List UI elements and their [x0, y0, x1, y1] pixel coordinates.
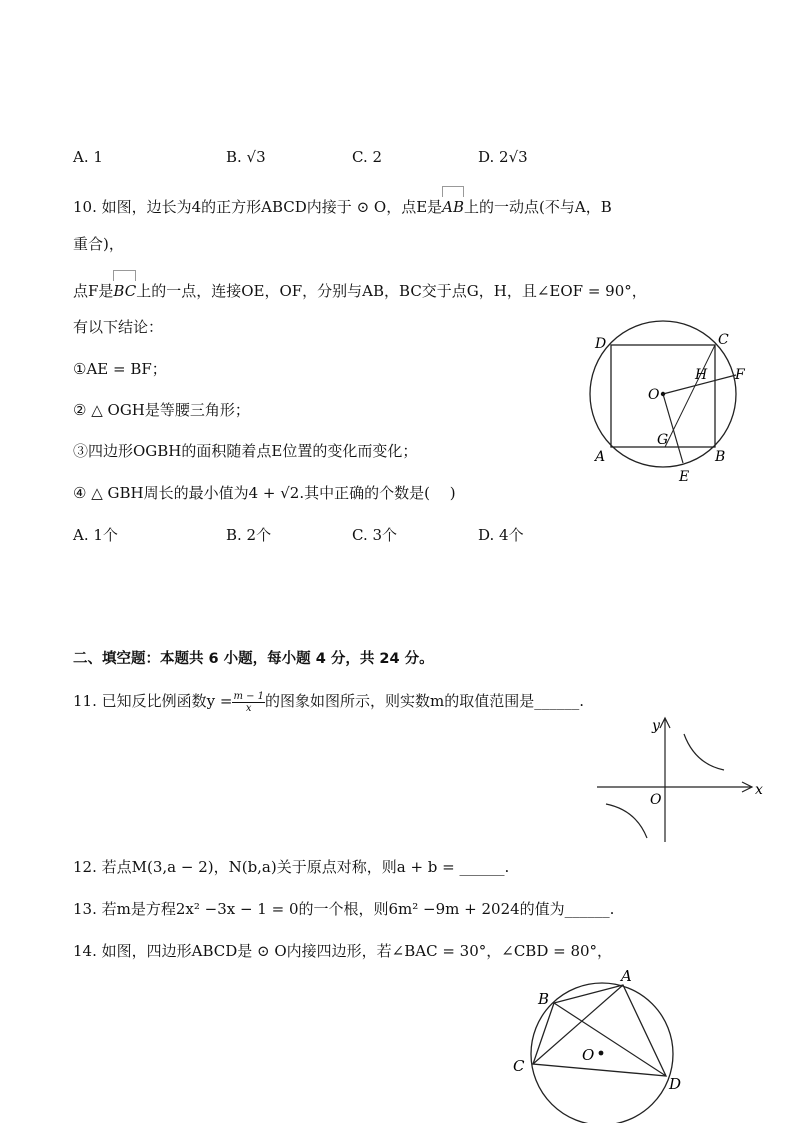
q10-label-o: O — [648, 387, 660, 403]
q9-option-a: A. 1 — [73, 148, 103, 166]
q13-line: 13. 若m是方程2x² −3x − 1 = 0的一个根，则6m² −9m + 2024的值为______. — [73, 900, 615, 918]
q10-label-h: H — [695, 367, 708, 383]
q10-center-dot — [661, 392, 665, 396]
q10-conclusion-2: ② △ OGH是等腰三角形； — [73, 401, 250, 419]
q10-line3 — [73, 274, 647, 302]
q10-option-a: A. 1个 — [73, 526, 118, 544]
q11-fraction: $\frac{m - 1}{x}$ — [233, 690, 265, 714]
q10-conclusion-4: ④ △ GBH周长的最小值为4 + √2.其中正确的个数是( ) — [73, 484, 456, 502]
q10-line1 — [73, 190, 612, 218]
q11-branch-1 — [684, 734, 724, 770]
arc-ab: AB — [442, 190, 464, 218]
q11-text-end: 的图象如图所示，则实数m的取值范围是______. — [265, 692, 585, 710]
q10-conclusion-1: ①AE = BF； — [73, 360, 167, 378]
q9-option-d: D. 2√3 — [478, 148, 528, 166]
q10-option-b: B. 2个 — [226, 526, 272, 544]
q10-conclusion-3: ③四边形OGBH的面积随着点E位置的变化而变化； — [73, 442, 418, 460]
q10-line3-text: 点F是 — [73, 282, 114, 300]
q10-segment-oe — [663, 394, 683, 463]
q10-label-b: B — [715, 449, 726, 465]
q14-line: 14. 如图，四边形ABCD是 ⊙ O内接四边形，若∠BAC = 30°，∠CBD = 80°， — [73, 942, 613, 960]
q11-label-x: x — [755, 782, 763, 798]
q14-label-a: A — [621, 967, 632, 985]
q10-label-c: C — [718, 332, 729, 348]
q14-label-b: B — [538, 990, 550, 1008]
q10-label-a: A — [595, 449, 606, 465]
q12-line: 12. 若点M(3,a − 2)，N(b,a)关于原点对称，则a + b = ______. — [73, 858, 510, 876]
section2-heading: 二、填空题：本题共 6 小题，每小题 4 分，共 24 分。 — [73, 651, 434, 667]
q10-option-d: D. 4个 — [478, 526, 524, 544]
q10-line1-end: 上的一动点(不与A，B — [464, 198, 612, 216]
q9-option-c: C. 2 — [352, 148, 383, 166]
q14-label-o: O — [582, 1046, 595, 1064]
q14-label-d: D — [669, 1075, 682, 1093]
q10-line3-end: 上的一点，连接OE，OF，分别与AB，BC交于点G，H，且∠EOF = 90°， — [136, 282, 647, 300]
q10-label-d: D — [595, 336, 607, 352]
q10-figure — [585, 318, 755, 488]
arc-bc: BC — [113, 274, 136, 302]
q11-branch-3 — [606, 804, 647, 838]
q11-text-start: 11. 已知反比例函数y = — [73, 692, 233, 710]
q10-line4: 有以下结论： — [73, 318, 164, 336]
q10-option-c: C. 3个 — [352, 526, 398, 544]
q11-label-o: O — [650, 792, 662, 808]
q11-line — [73, 690, 584, 714]
q10-label-g: G — [657, 432, 669, 448]
q10-label-f: F — [735, 367, 745, 383]
q10-label-e: E — [679, 469, 690, 485]
q10-segment-gh — [665, 345, 715, 447]
q14-figure — [505, 962, 705, 1123]
q11-label-y: y — [652, 718, 660, 734]
q11-figure — [592, 712, 772, 847]
q9-option-b: B. √3 — [226, 148, 266, 166]
q14-label-c: C — [513, 1057, 525, 1075]
q10-line2: 重合)， — [73, 235, 124, 253]
q14-center-dot — [599, 1051, 604, 1056]
q10-line1-text: 10. 如图，边长为4的正方形ABCD内接于 ⊙ O，点E是 — [73, 198, 443, 216]
